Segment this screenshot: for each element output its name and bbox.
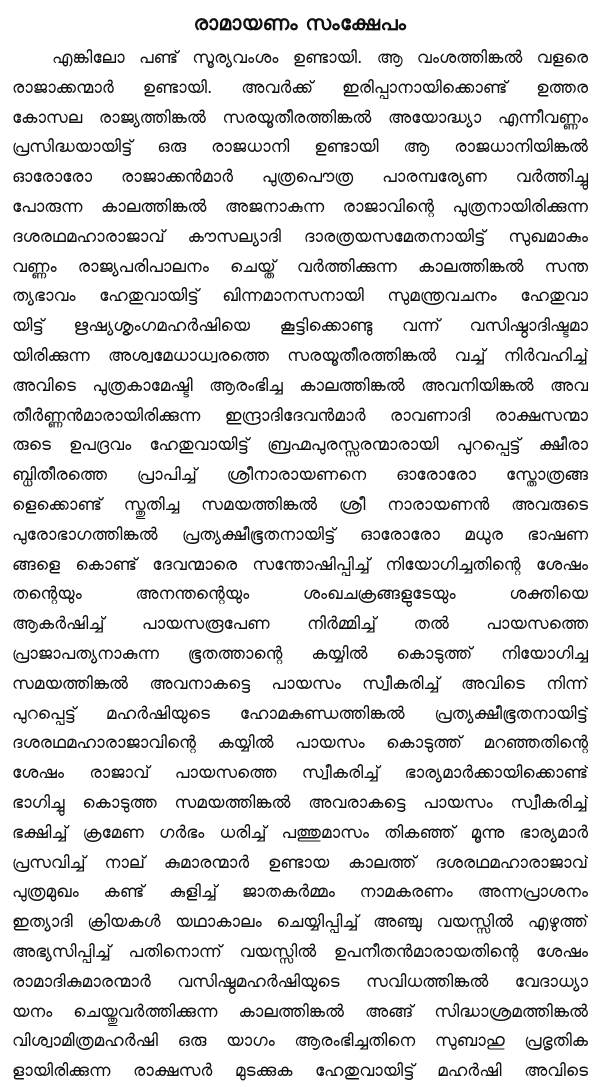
text-line: ശേഷം രാജാവ് പായസത്തെ സ്വീകരിച്ച് ഭാര്യമാർക്കായിക്കൊണ്ട് xyxy=(12,763,588,784)
text-line: രാമാദികുമാരന്മാർ വസിഷ്ഠമഹർഷിയുടെ സവിധത്തിങ്കൽ വേദാധ്യാ xyxy=(12,971,588,992)
text-line: രുടെ ഉപദ്രവം ഹേതുവായിട്ട് ബ്രഹ്മപുരസ്സരന്മാരായി പുറപ്പെട്ട് ക്ഷീരാ xyxy=(12,435,588,456)
text-line: പുത്രമുഖം കണ്ട് കുളിച്ച് ജാതകർമ്മം നാമകരണം അന്നപ്രാശനം xyxy=(12,882,588,903)
text-line: ദശരഥമഹാരാജാവിന്റെ കയ്യിൽ പായസം കൊടുത്ത് മറഞ്ഞതിന്റെ xyxy=(12,733,588,754)
text-line: എങ്കിലോ പണ്ട് സൂര്യവംശം ഉണ്ടായി. ആ വംശത്തിങ്കൽ വളരെ xyxy=(52,48,588,68)
text-line: ആകർഷിച്ച് പായസരൂപേണ നിർമ്മിച്ച് തൽ പായസത്തെ xyxy=(12,614,588,635)
text-line: ഓരോരോ രാജാക്കൻമാർ പുത്രപൌത്ര പാരമ്പര്യേണ വർത്തിച്ചു xyxy=(12,167,588,188)
text-line: വണ്ണം രാജ്യപരിപാലനം ചെയ്ത് വർത്തിക്കുന്ന കാലത്തിങ്കൽ സന്ത xyxy=(12,256,588,277)
page-title: രാമായണം സംക്ഷേപം xyxy=(193,11,407,35)
text-line: പ്രസിദ്ധയായിട്ട് ഒരു രാജധാനി ഉണ്ടായി ആ രാജധാനിയിങ്കൽ xyxy=(12,137,588,158)
text-line: പ്രസവിച്ച് നാല് കുമാരന്മാർ ഉണ്ടായ കാലത്ത് ദശരഥമഹാരാജാവ് xyxy=(12,852,588,873)
text-line: യിരിക്കുന്ന അശ്വമേധാധ്വരത്തെ സരയൂതീരത്തിങ്കൽ വച്ച് നിർവഹിച്ച് xyxy=(12,345,588,366)
body-text xyxy=(12,44,588,1087)
text-line: സമയത്തിങ്കൽ അവനാകട്ടെ പായസം സ്വീകരിച്ച് അവിടെ നിന്ന് xyxy=(12,673,588,694)
text-line: ത്യഭാവം ഹേതുവായിട്ട് ഖിന്നമാനസനായി സുമന്ത്രവചനം ഹേതുവാ xyxy=(12,286,588,307)
text-line: ഭക്ഷിച്ച് ക്രമേണ ഗർഭം ധരിച്ച് പത്തുമാസം തികഞ്ഞ് മൂന്നു ഭാര്യമാർ xyxy=(12,822,588,843)
text-line: പ്രാജാപത്യനാകുന്ന ഭൂതത്താന്റെ കയ്യിൽ കൊടുത്ത് നിയോഗിച്ച xyxy=(12,643,588,664)
text-line: രാജാക്കന്മാർ ഉണ്ടായി. അവർക്ക് ഇരിപ്പാനായിക്കൊണ്ട് ഉത്തര xyxy=(12,77,588,98)
text-line: പുറപ്പെട്ട് മഹർഷിയുടെ ഹോമകുണ്ഡത്തിങ്കൽ പ്രത്യക്ഷീഭൂതനായിട്ട് xyxy=(12,703,588,724)
text-line: തീർണ്ണൻമാരായിരിക്കുന്ന ഇന്ദ്രാദിദേവൻമാർ രാവണാദി രാക്ഷസന്മാ xyxy=(12,405,588,426)
text-line: ബ്ധിതീരത്തെ പ്രാപിച്ച് ശ്രീനാരായണനെ ഓരോരോ സ്തോത്രങ്ങ xyxy=(12,465,588,486)
text-line: ദശരഥമഹാരാജാവ് കൗസല്യാദി ദാരത്രയസമേതനായിട്ട് സുഖമാകും xyxy=(12,226,588,247)
text-line: കോസല രാജ്യത്തിങ്കൽ സരയൂതീരത്തിങ്കൽ അയോദ്ധ്യാ എന്നീവണ്ണം xyxy=(12,107,588,128)
text-line: ളായിരിക്കുന്ന രാക്ഷസർ മുടക്കുക ഹേതുവായിട്ട് മഹർഷി അവിടെ xyxy=(12,1061,588,1082)
text-line: യനം ചെയ്തുവർത്തിക്കുന്ന കാലത്തിങ്കൽ അങ്ങ് സിദ്ധാശ്രമത്തിങ്കൽ xyxy=(12,1001,588,1022)
text-line: വിശ്വാമിത്രമഹർഷി ഒരു യാഗം ആരംഭിച്ചതിനെ സുബാഹു പ്രഭൃതിക xyxy=(12,1031,588,1052)
text-line: യിട്ട് ഋഷ്യശൃംഗമഹർഷിയെ കൂട്ടിക്കൊണ്ടു വന്ന് വസിഷ്ഠാദിഷ്ടമാ xyxy=(12,316,588,337)
text-line: ളെക്കൊണ്ട് സ്തുതിച്ച സമയത്തിങ്കൽ ശ്രീ നാരായണൻ അവരുടെ xyxy=(12,494,588,515)
text-line: ങ്ങളെ കൊണ്ട് ദേവന്മാരെ സന്തോഷിപ്പിച്ച് നിയോഗിച്ചതിന്റെ ശേഷം xyxy=(12,554,588,575)
text-line: അവിടെ പുത്രകാമേഷ്ടി ആരംഭിച്ച കാലത്തിങ്കൽ അവനിയിങ്കൽ അവ xyxy=(12,375,588,396)
text-line: തന്റെയും അനന്തന്റെയും ശംഖചക്രങ്ങളുടേയും ശക്തിയെ xyxy=(12,584,588,605)
text-line: പോരുന്ന കാലത്തിങ്കൽ അജനാകുന്ന രാജാവിന്റെ പുത്രനായിരിക്കുന്ന xyxy=(12,196,588,217)
text-line: അഭ്യസിപ്പിച്ച് പതിനൊന്ന് വയസ്സിൽ ഉപനീതൻമാരായതിന്റെ ശേഷം xyxy=(12,941,588,962)
text-line: ഭാഗിച്ചു കൊടുത്ത സമയത്തിങ്കൽ അവരാകട്ടെ പായസം സ്വീകരിച്ച് xyxy=(12,792,588,813)
text-line: പുരോഭാഗത്തിങ്കൽ പ്രത്യക്ഷീഭൂതനായിട്ട് ഓരോരോ മധുര ഭാഷണ xyxy=(12,524,588,545)
text-line: ഇത്യാദി ക്രിയകൾ യഥാകാലം ചെയ്യിപ്പിച്ച് അഞ്ചു വയസ്സിൽ എഴുത്ത് xyxy=(12,912,588,933)
